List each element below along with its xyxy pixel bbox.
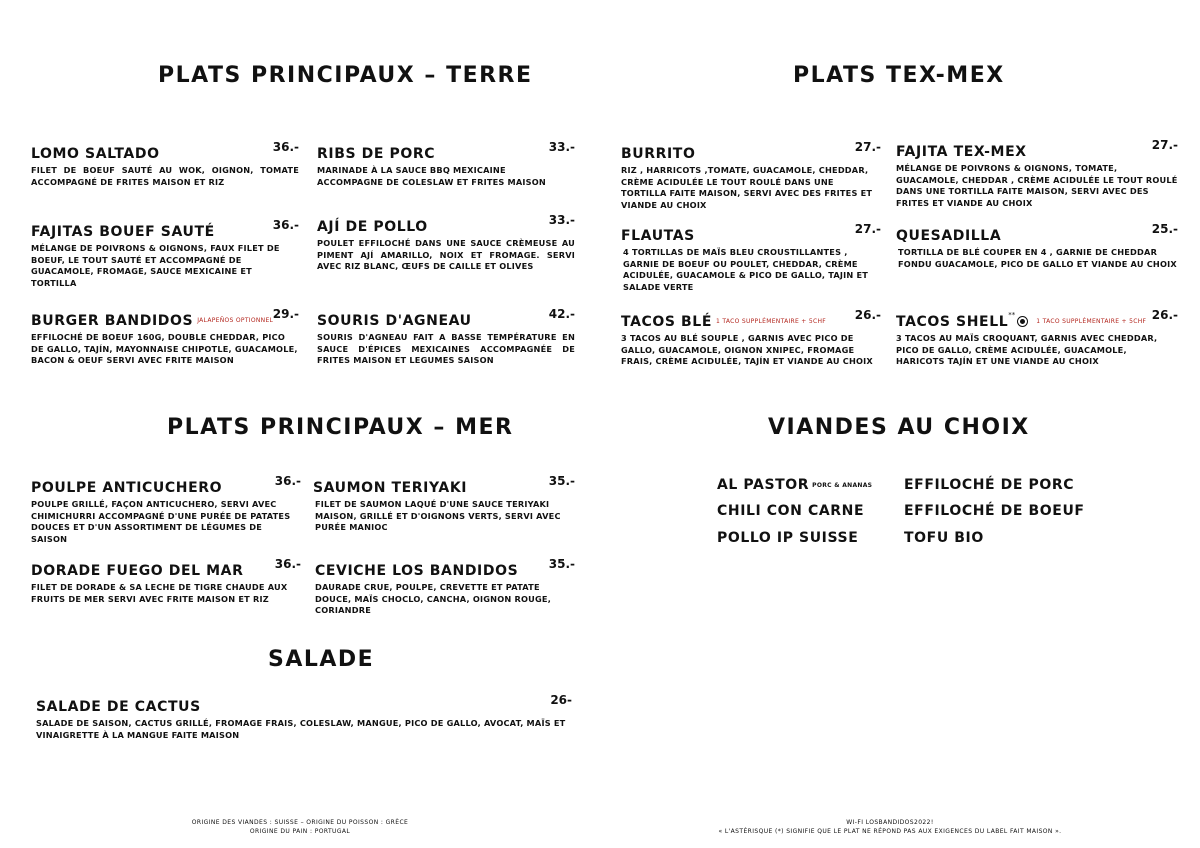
item-description: 4 TORTILLAS DE MAÏS BLEU CROUSTILLANTES , GARNIE DE BOEUF OU POULET, CHEDDAR, CRÈME ACIDULÉE, GUACAMOLE & PICO DE GALLO, TAJIN ET SALADE VERTE bbox=[623, 247, 869, 292]
item-name: SOURIS D'AGNEAU bbox=[317, 313, 472, 329]
viande-note: PORC & ANANAS bbox=[812, 481, 873, 489]
item-note: JALAPEÑOS OPTIONNEL bbox=[197, 317, 274, 324]
viande-boeuf: EFFILOCHÉ DE BOEUF bbox=[904, 503, 1085, 519]
menu-item-tacos-ble bbox=[621, 308, 881, 368]
item-price: 35.- bbox=[548, 557, 575, 571]
item-name: BURGER BANDIDOS bbox=[31, 313, 194, 329]
item-price: 26.- bbox=[854, 308, 881, 322]
item-price: 26- bbox=[550, 693, 572, 707]
menu-item-aji-de-pollo bbox=[317, 213, 575, 273]
item-description: POULET EFFILOCHÉ DANS UNE SAUCE CRÈMEUSE AU PIMENT AJÍ AMARILLO, NOIX ET FROMAGE. SERVI AVEC RIZ BLANC, ŒUFS DE CAILLE ET OLIVES bbox=[317, 238, 575, 272]
viande-al-pastor bbox=[717, 477, 872, 493]
footer-asterisk-note: « L'ASTÉRISQUE (*) SIGNIFIE QUE LE PLAT NE RÉPOND PAS AUX EXIGENCES DU LABEL FAIT MAISON ». bbox=[718, 828, 1062, 835]
menu-item-ribs-de-porc bbox=[317, 140, 575, 188]
item-name: TACOS BLÉ bbox=[621, 314, 712, 330]
menu-item-burger-bandidos bbox=[31, 307, 299, 367]
item-price: 26.- bbox=[1151, 308, 1178, 322]
item-description: RIZ , HARRICOTS ,TOMATE, GUACAMOLE, CHEDDAR, CRÈME ACIDULÉE LE TOUT ROULÉ DANS UNE TORTILLA FAITE MAISON, SERVI AVEC DES FRITES ET VIANDE AU CHOIX bbox=[621, 165, 873, 210]
menu-item-salade-cactus bbox=[36, 693, 572, 741]
footer-origins bbox=[140, 818, 460, 836]
item-name: POULPE ANTICUCHERO bbox=[31, 480, 223, 496]
section-title-salade: SALADE bbox=[268, 647, 375, 672]
item-name: RIBS DE PORC bbox=[317, 146, 436, 162]
viande-tofu: TOFU BIO bbox=[904, 530, 984, 546]
menu-item-poulpe-anticuchero bbox=[31, 474, 301, 545]
menu-item-saumon-teriyaki bbox=[313, 474, 575, 534]
item-description: FILET DE DORADE & SA LECHE DE TIGRE CHAUDE AUX FRUITS DE MER SERVI AVEC FRITE MAISON ET RIZ bbox=[31, 582, 288, 604]
item-price: 42.- bbox=[548, 307, 575, 321]
item-description: POULPE GRILLÉ, FAÇON ANTICUCHERO, SERVI AVEC CHIMICHURRI ACCOMPAGNÉ D'UNE PURÉE DE PATATES DOUCES ET D'UN ASSORTIMENT DE LÉGUMES DE SAISON bbox=[31, 499, 291, 544]
item-name: DORADE FUEGO DEL MAR bbox=[31, 563, 244, 579]
section-title-viandes: VIANDES AU CHOIX bbox=[768, 415, 1030, 440]
item-name: FAJITAS BOUEF SAUTÉ bbox=[31, 224, 215, 240]
item-name: TACOS SHELL bbox=[896, 314, 1009, 330]
item-price: 36.- bbox=[272, 218, 299, 232]
item-description: MÉLANGE DE POIVRONS & OIGNONS, TOMATE, GUACAMOLE, CHEDDAR , CRÈME ACIDULÉE LE TOUT ROULÉ DANS UNE TORTILLA FAITE MAISON, SERVI AVEC DES FRITES ET VIANDE AU CHOIX bbox=[896, 163, 1178, 208]
menu-item-tacos-shell bbox=[896, 308, 1178, 368]
item-description: TORTILLA DE BLÉ COUPER EN 4 , GARNIE DE CHEDDAR FONDU GUACAMOLE, PICO DE GALLO ET VIANDE AU CHOIX bbox=[898, 247, 1177, 269]
menu-item-souris-agneau bbox=[317, 307, 575, 367]
item-name: SALADE DE CACTUS bbox=[36, 699, 201, 715]
footer-info bbox=[700, 818, 1080, 836]
menu-item-fajita-texmex bbox=[896, 138, 1178, 209]
menu-item-fajitas-bouef bbox=[31, 218, 299, 289]
item-note: 1 TACO SUPPLÉMENTAIRE + 5CHF bbox=[716, 318, 827, 325]
item-name: BURRITO bbox=[621, 146, 696, 162]
item-price: 27.- bbox=[854, 140, 881, 154]
footer-wifi: WI-FI LOSBANDIDOS2022! bbox=[846, 819, 934, 826]
item-name: AJÍ DE POLLO bbox=[317, 219, 428, 235]
viande-label: AL PASTOR bbox=[717, 477, 810, 493]
item-description: SOURIS D'AGNEAU FAIT A BASSE TEMPÉRATURE EN SAUCE D'ÉPICES MEXICAINES ACCOMPAGNÉE DE FRITES MAISON ET LEGUMES SAISON bbox=[317, 332, 575, 366]
viande-chili: CHILI CON CARNE bbox=[717, 503, 865, 519]
item-description: DAURADE CRUE, POULPE, CREVETTE ET PATATE DOUCE, MAÏS CHOCLO, CANCHA, OIGNON ROUGE, CORIANDRE bbox=[315, 582, 552, 616]
item-price: 27.- bbox=[1151, 138, 1178, 152]
item-price: 35.- bbox=[548, 474, 575, 488]
item-description: EFFILOCHÉ DE BOEUF 160G, DOUBLE CHEDDAR, PICO DE GALLO, TAJÍN, MAYONNAISE CHIPOTLE, GUACAMOLE, BACON & OEUF SERVI AVEC FRITE MAISON bbox=[31, 332, 298, 366]
menu-item-quesadilla bbox=[896, 222, 1178, 270]
item-price: 29.- bbox=[272, 307, 299, 321]
item-name: LOMO SALTADO bbox=[31, 146, 160, 162]
item-name: FLAUTAS bbox=[621, 228, 695, 244]
item-name: QUESADILLA bbox=[896, 228, 1002, 244]
item-name: SAUMON TERIYAKI bbox=[313, 480, 468, 496]
item-asterisk: ** bbox=[1008, 311, 1016, 319]
menu-item-ceviche bbox=[315, 557, 575, 617]
item-price: 36.- bbox=[272, 140, 299, 154]
item-price: 36.- bbox=[274, 474, 301, 488]
item-price: 33.- bbox=[548, 140, 575, 154]
item-description: SALADE DE SAISON, CACTUS GRILLÉ, FROMAGE FRAIS, COLESLAW, MANGUE, PICO DE GALLO, AVOCAT, MAÏS ET VINAIGRETTE À LA MANGUE FAITE MAISON bbox=[36, 718, 566, 740]
item-description: MARINADE À LA SAUCE BBQ MEXICAINE ACCOMPAGNE DE COLESLAW ET FRITES MAISON bbox=[317, 165, 546, 187]
homemade-label-icon bbox=[1017, 316, 1028, 327]
menu-item-dorade-fuego bbox=[31, 557, 301, 605]
item-description: FILET DE BOEUF SAUTÉ AU WOK, OIGNON, TOMATE ACCOMPAGNÉ DE FRITES MAISON ET RIZ bbox=[31, 165, 299, 187]
item-note: 1 TACO SUPPLÉMENTAIRE + 5CHF bbox=[1036, 318, 1147, 325]
item-price: 25.- bbox=[1151, 222, 1178, 236]
item-price: 33.- bbox=[548, 213, 575, 227]
menu-item-lomo-saltado bbox=[31, 140, 299, 188]
menu-item-flautas bbox=[621, 222, 881, 293]
item-description: MÉLANGE DE POIVRONS & OIGNONS, FAUX FILET DE BOEUF, LE TOUT SAUTÉ ET ACCOMPAGNÉ DE GUACAMOLE, FROMAGE, SAUCE MEXICAINE ET TORTILLA bbox=[31, 243, 280, 288]
footer-origin-line1: ORIGINE DES VIANDES : SUISSE – ORIGINE DU POISSON : GRÈCE bbox=[191, 819, 409, 826]
section-title-terre: PLATS PRINCIPAUX – TERRE bbox=[158, 63, 533, 88]
item-description: 3 TACOS AU BLÉ SOUPLE , GARNIS AVEC PICO DE GALLO, GUACAMOLE, OIGNON XNIPEC, FROMAGE FRAIS, CRÈME ACIDULÉE, TAJÍN ET VIANDE AU CHOIX bbox=[621, 333, 873, 367]
item-name: CEVICHE LOS BANDIDOS bbox=[315, 563, 519, 579]
section-title-mer: PLATS PRINCIPAUX – MER bbox=[167, 415, 514, 440]
item-description: FILET DE SAUMON LAQUÉ D'UNE SAUCE TERIYAKI MAISON, GRILLÉ ET D'OIGNONS VERTS, SERVI AVEC PURÉE MANIOC bbox=[315, 499, 561, 533]
section-title-texmex: PLATS TEX-MEX bbox=[793, 63, 1005, 88]
item-price: 36.- bbox=[274, 557, 301, 571]
item-name: FAJITA TEX-MEX bbox=[896, 144, 1027, 160]
item-price: 27.- bbox=[854, 222, 881, 236]
menu-item-burrito bbox=[621, 140, 881, 211]
viande-porc: EFFILOCHÉ DE PORC bbox=[904, 477, 1075, 493]
viande-pollo: POLLO IP SUISSE bbox=[717, 530, 859, 546]
footer-origin-line2: ORIGINE DU PAIN : PORTUGAL bbox=[249, 828, 351, 835]
item-description: 3 TACOS AU MAÏS CROQUANT, GARNIS AVEC CHEDDAR, PICO DE GALLO, CRÈME ACIDULÉE, GUACAMOLE, HARICOTS TAJÍN ET UNE VIANDE AU CHOIX bbox=[896, 333, 1158, 367]
